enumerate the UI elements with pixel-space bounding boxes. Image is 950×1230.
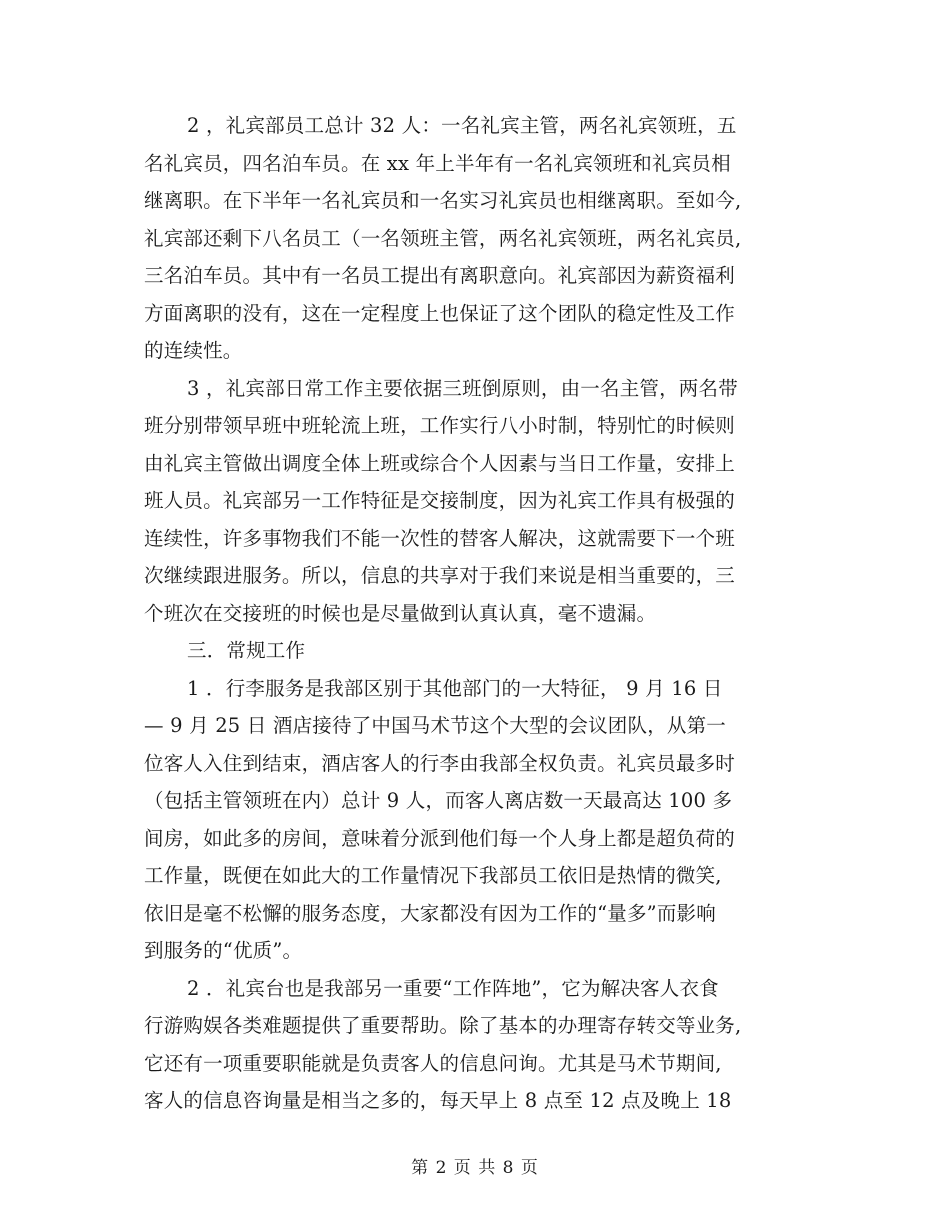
text-line: 班人员。礼宾部另一工作特征是交接制度，因为礼宾工作具有极强的: [144, 489, 736, 512]
text-line: 继离职。在下半年一名礼宾员和一名实习礼宾员也相继离职。至如今,: [144, 189, 742, 212]
text-line: 位客人入住到结束，酒店客人的行李由我部全权负责。礼宾员最多时: [144, 751, 736, 775]
text-line: 次继续跟进服务。所以，信息的共享对于我们来说是相当重要的，三: [144, 564, 736, 587]
text-line: 2 ，礼宾部员工总计 32 人：一名礼宾主管，两名礼宾领班，五: [187, 114, 737, 137]
text-line: 它还有一项重要职能就是负责客人的信息问询。尤其是马术节期间,: [144, 1051, 722, 1075]
text-line: 工作量，既便在如此大的工作量情况下我部员工依旧是热情的微笑,: [144, 864, 722, 887]
text-line: 依旧是毫不松懈的服务态度，大家都没有因为工作的“量多”而影响: [144, 901, 716, 925]
text-line: 班分别带领早班中班轮流上班，工作实行八小时制，特别忙的时候则: [144, 414, 736, 437]
text-line: 行游购娱各类难题提供了重要帮助。除了基本的办理寄存转交等业务,: [144, 1014, 742, 1037]
text-line: 礼宾部还剩下八名员工（一名领班主管，两名礼宾领班，两名礼宾员,: [144, 226, 742, 250]
text-line: 由礼宾主管做出调度全体上班或综合个人因素与当日工作量，安排上: [144, 451, 736, 475]
text-line: 的连续性。: [144, 339, 243, 362]
text-line: 3 ，礼宾部日常工作主要依据三班倒原则，由一名主管，两名带: [187, 376, 738, 400]
text-line: 三名泊车员。其中有一名员工提出有离职意向。礼宾部因为薪资福利: [144, 264, 736, 287]
text-line: 间房，如此多的房间，意味着分派到他们每一个人身上都是超负荷的: [144, 826, 736, 850]
text-line: — 9 月 25 日 酒店接待了中国马术节这个大型的会议团队，从第一: [144, 714, 727, 737]
text-line: 2 ．礼宾台也是我部另一重要“工作阵地”，它为解决客人衣食: [187, 976, 719, 1000]
text-line: 名礼宾员，四名泊车员。在 xx 年上半年有一名礼宾领班和礼宾员相: [144, 151, 731, 175]
document-body: [144, 107, 804, 1120]
text-line: 方面离职的没有，这在一定程度上也保证了这个团队的稳定性及工作: [144, 301, 736, 325]
text-line: 连续性，许多事物我们不能一次性的替客人解决，这就需要下一个班: [144, 526, 736, 550]
section-heading: 三．常规工作: [187, 639, 306, 662]
text-line: 个班次在交接班的时候也是尽量做到认真认真，毫不遗漏。: [144, 601, 657, 625]
text-line: 1 ．行李服务是我部区别于其他部门的一大特征， 9 月 16 日: [187, 676, 723, 700]
text-line: 到服务的“优质”。: [144, 939, 303, 962]
page-number-footer: 第 2 页 共 8 页: [411, 1158, 539, 1178]
text-line: 客人的信息咨询量是相当之多的，每天早上 8 点至 12 点及晚上 18: [144, 1089, 732, 1112]
text-line: （包括主管领班在内）总计 9 人，而客人离店数一天最高达 100 多: [144, 789, 733, 812]
